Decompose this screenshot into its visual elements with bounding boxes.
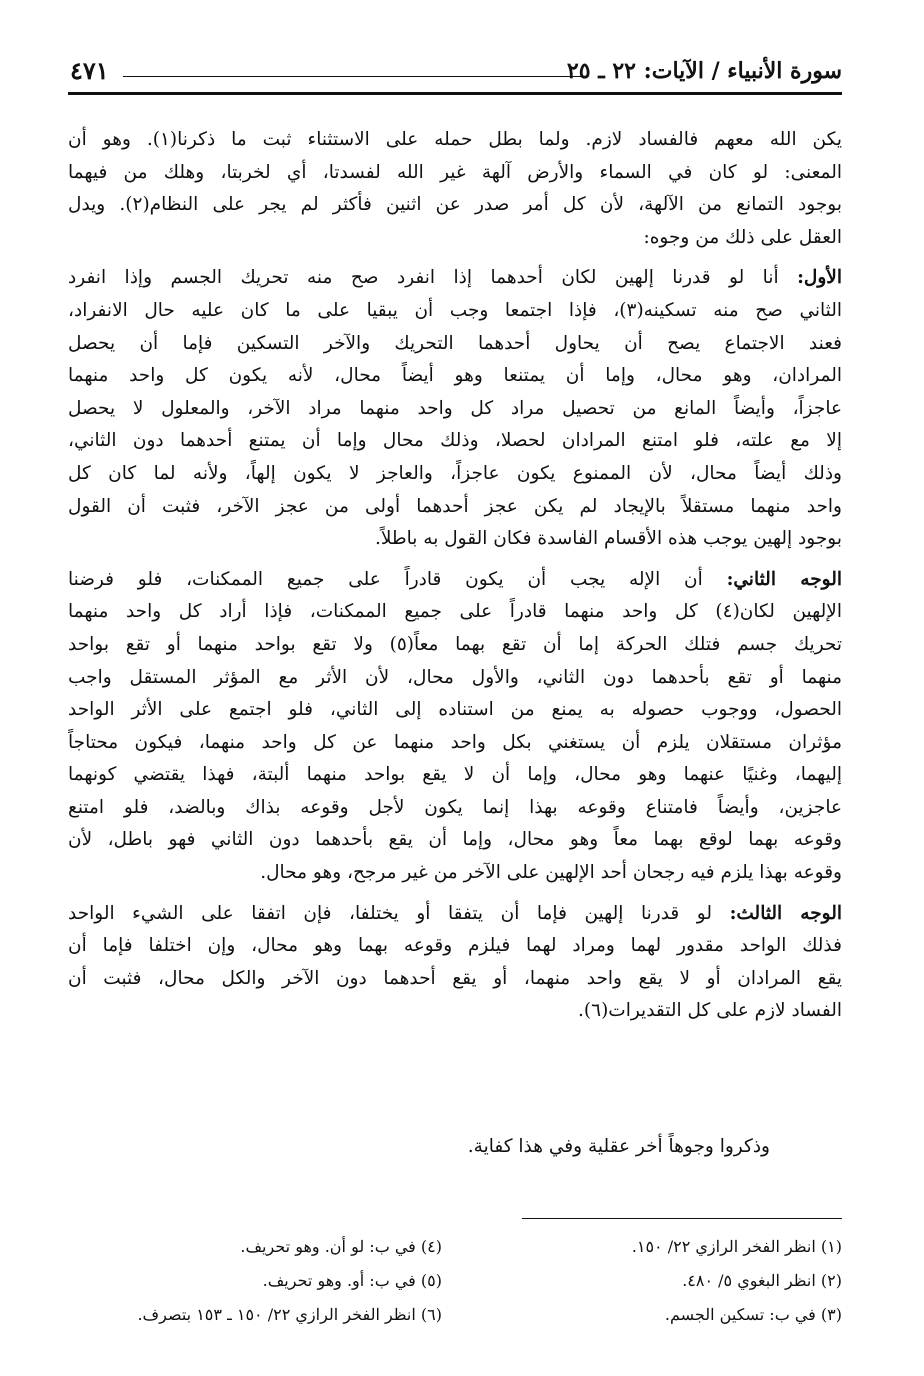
header-dash-rule [123,76,584,77]
text-fragment: لو قدرنا إلهين فإما أن يتفقا أو يختلفا، فإن اتفقا على الشيء الواحد [68,902,712,924]
text-line [68,898,842,931]
header-rule [68,92,842,95]
text-fragment: أنا لو قدرنا إلهين لكان أحدهما إذا انفرد صح منه تحريك الجسم وإذا انفرد [68,267,779,289]
text-line: الحصول، ووجوب حصوله به يمنع من استناده إلى الثاني، فلو اجتمع على الأثر الواحد [68,699,842,721]
text-line: وقوعه بهذا يلزم فيه رجحان أحد الإلهين على الآخر من غير مرجح، وهو محال. [260,862,842,884]
text-line: فعند الاجتماع يصح أن يحاول أحدهما التحريك والآخر التسكين فإما أن يحصل [68,332,842,354]
text-line: الإلهين لكان(٤) كل واحد منهما قادراً على جميع الممكنات، فإذا أراد كل واحد منهما [68,601,842,623]
text-line: فذلك الواحد مقدور لهما ومراد لهما فيلزم وقوعه بهما وهو محال، وإن اختلفا فإما أن [68,935,842,957]
text-line: المعنى: لو كان في السماء والأرض آلهة غير الله لفسدتا، أي لخربتا، وهلك من فيهما [68,161,842,183]
text-fragment: أن الإله يجب أن يكون قادراً على جميع الممكنات، فلو فرضنا [68,568,703,590]
text-line: عاجزاً، وأيضاً المانع من تحصيل مراد كل واحد منهما مراد الآخر، والمعلول لا يحصل [68,397,842,419]
text-line: إليهما، وغنيًا عنهما وهو محال، وإما أن لا يقع بواحد منهما ألبتة، فهذا يقتضي كونهما [68,764,842,786]
paragraph-second [68,564,842,890]
footnote: (٦) انظر الفخر الرازي ٢٢/ ١٥٠ ـ ١٥٣ بتصرف. [137,1305,442,1324]
text-line: الفساد لازم على كل التقديرات(٦). [578,1000,842,1022]
paragraph-third [68,898,842,1028]
text-line: العقل على ذلك من وجوه: [643,226,842,248]
footnote-rule [522,1218,842,1219]
text-line [68,564,842,597]
text-line: يقع المرادان أو لا يقع واحد منهما، أو يقع أحدهما دون الآخر والكل محال، فثبت أن [68,967,842,989]
text-line: الثاني صح منه تسكينه(٣)، فإذا اجتمعا وجب أن يبقيا على ما كان عليه حال الانفراد، [68,299,842,321]
surah-title: سورة الأنبياء / الآيات: ٢٢ ـ ٢٥ [566,58,842,84]
book-page [68,52,842,1352]
main-text [68,124,842,1036]
text-line: مؤثران مستقلان يلزم أن يستغني بكل واحد منهما عن كل واحد منهما، فيكون محتاجاً [68,731,842,753]
footnote: (٤) في ب: لو أن. وهو تحريف. [240,1237,442,1256]
text-line: وقوعه بهما لوقع بهما معاً وهو محال، وإما أن يقع بأحدهما دون الثاني فهو باطل، لأن [68,829,842,851]
paragraph-intro [68,124,842,254]
text-line: يكن الله معهم فالفساد لازم. ولما بطل حمله على الاستثناء ثبت ما ذكرنا(١). وهو أن [68,129,842,150]
footnote: (٥) في ب: أو. وهو تحريف. [262,1271,442,1290]
footnote: (١) انظر الفخر الرازي ٢٢/ ١٥٠. [631,1237,842,1256]
text-line: عاجزين، وأيضاً فامتناع وقوعه بهذا إنما يكون لأجل وقوعه بذاك وبالضد، فلو امتنع [68,796,842,818]
footnotes-left-column [62,1230,442,1332]
text-line [68,262,842,295]
section-lead: الوجه الثاني: [726,568,842,590]
text-line: وذلك أيضاً محال، لأن الممنوع يكون عاجزاً، والعاجز لا يكون إلهاً، ولأنه لما كان كل [68,462,842,484]
paragraph-first [68,262,842,555]
section-lead: الوجه الثالث: [729,902,842,924]
text-line: بوجود إلهين يوجب هذه الأقسام الفاسدة فكان القول به باطلاً. [374,528,842,550]
text-line: تحريك جسم فتلك الحركة إما أن تقع بهما معاً(٥) ولا تقع بواحد منهما أو تقع بواحد [68,633,842,655]
closing-line: وذكروا وجوهاً أخر عقلية وفي هذا كفاية. [467,1136,770,1157]
footnote: (٣) في ب: تسكين الجسم. [664,1305,842,1324]
page-number: ٤٧١ [70,56,109,85]
text-line: بوجود التمانع من الآلهة، لأن كل أمر صدر عن اثنين فأكثر لم يجر على النظام(٢). ويدل [68,194,842,216]
text-line: منهما أو تقع بأحدهما دون الثاني، والأول محال، لأن الأثر مع المؤثر المستقل واجب [68,666,842,688]
text-line: واحد منهما مستقلاً بالإيجاد لم يكن عجز أحدهما أولى من عجز الآخر، فثبت أن القول [68,495,842,517]
text-line: إلا مع علته، فلو امتنع المرادان لحصلا، وذلك محال وإما أن يمتنع أحدهما دون الثاني، [68,430,842,452]
running-header [68,52,842,92]
text-line: المرادان، وهو محال، وإما أن يمتنعا وهو أيضاً محال، لأنه يكون كل واحد منهما [68,365,842,387]
footnote: (٢) انظر البغوي ٥/ ٤٨٠. [682,1271,842,1290]
footnotes-right-column [462,1230,842,1332]
section-lead: الأول: [797,267,842,289]
